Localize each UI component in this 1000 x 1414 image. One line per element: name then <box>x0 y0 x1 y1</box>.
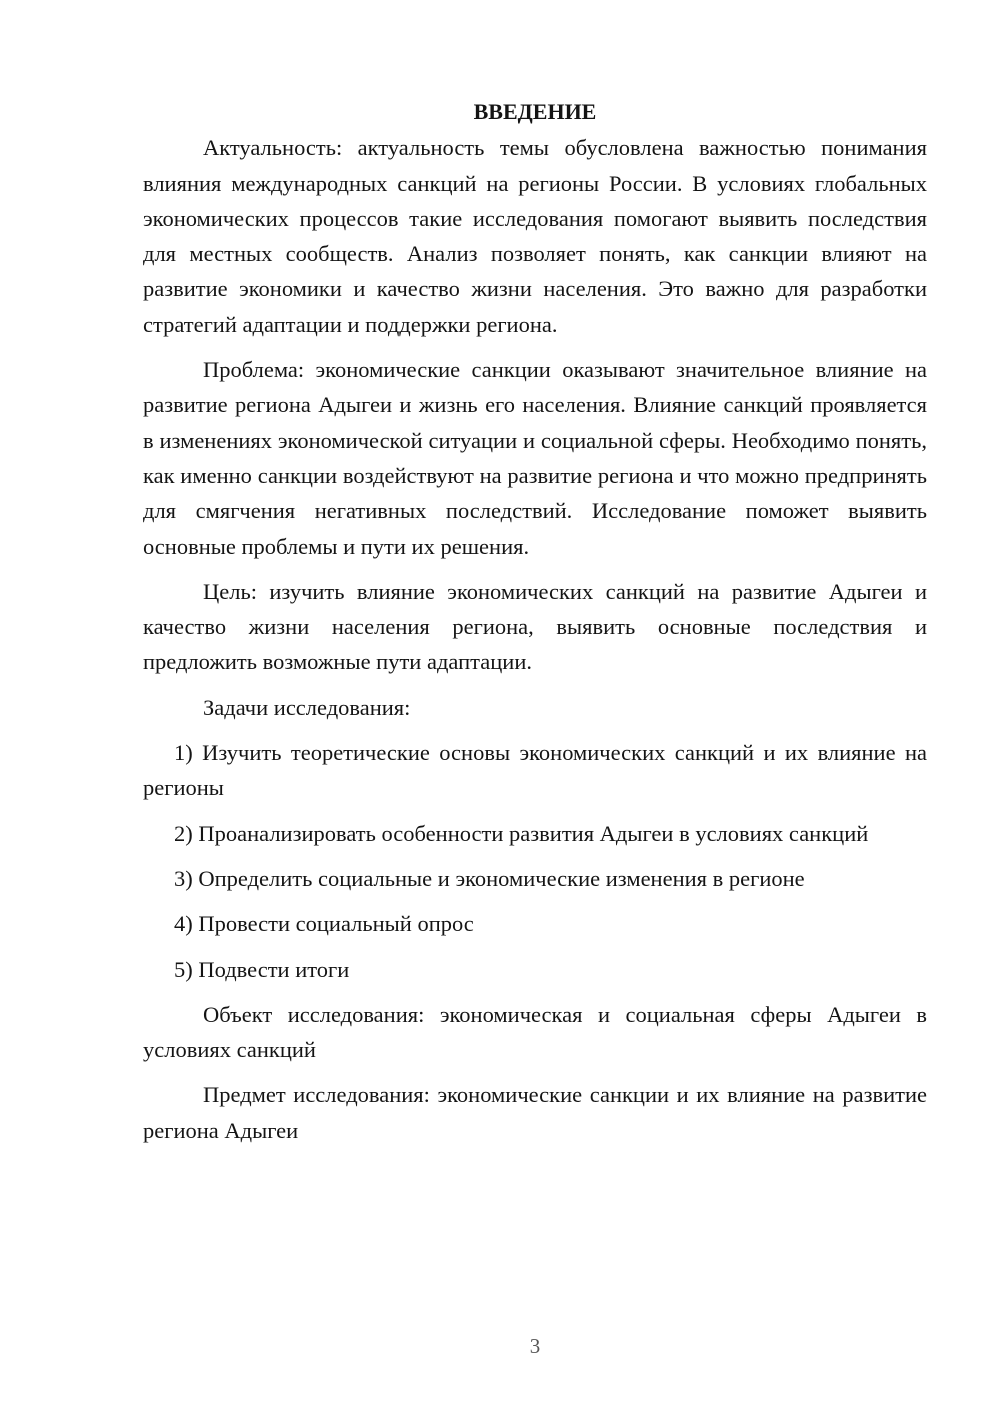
list-item-task-3: 3) Определить социальные и экономические изменения в регионе <box>174 865 805 891</box>
paragraph-object: Объект исследования: экономическая и социальная сферы Адыгеи в условиях санкций <box>143 1001 927 1063</box>
tasks-title: Задачи исследования: <box>203 694 411 720</box>
section-heading: ВВЕДЕНИЕ <box>473 99 597 124</box>
page-content <box>143 94 927 1158</box>
paragraph-goal: Цель: изучить влияние экономических санкций на развитие Адыгеи и качество жизни населения региона, выявить основные последствия и предложить возможные пути адаптации. <box>143 578 927 675</box>
paragraph-relevance: Актуальность: актуальность темы обусловлена важностью понимания влияния международных санкций на регионы России. В условиях глобальных экономических процессов такие исследования помогают выявить последствия для местных сообществ. Анализ позволяет понять, как санкции влияют на развитие экономики и качество жизни населения. Это важно для разработки стратегий адаптации и поддержки региона. <box>143 135 927 337</box>
paragraph-subject: Предмет исследования: экономические санкции и их влияние на развитие региона Адыгеи <box>143 1082 927 1143</box>
list-item-task-5: 5) Подвести итоги <box>174 956 350 982</box>
list-item-task-4: 4) Провести социальный опрос <box>174 911 474 937</box>
list-item-task-2: 2) Проанализировать особенности развития Адыгеи в условиях санкций <box>174 820 869 846</box>
paragraph-problem: Проблема: экономические санкции оказывают значительное влияние на развитие региона Адыгеи и жизнь его населения. Влияние санкций проявляется в изменениях экономической ситуации и социальной сферы. Необходимо понять, как именно санкции воздействуют на развитие региона и что можно предпринять для смягчения негативных последствий. Исследование поможет выявить основные проблемы и пути их решения. <box>143 357 927 559</box>
page-number: 3 <box>529 1334 541 1358</box>
list-item-task-1: 1) Изучить теоретические основы экономических санкций и их влияние на регионы <box>143 740 927 801</box>
